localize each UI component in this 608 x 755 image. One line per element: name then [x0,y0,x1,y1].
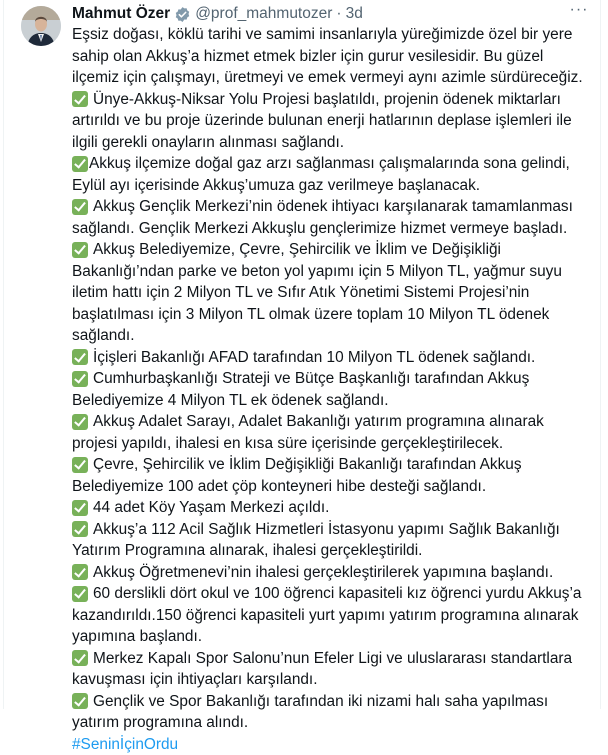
list-item-text: Ünye-Akkuş-Niksar Yolu Projesi başlatıldı, projenin ödenek miktarları [93,89,561,111]
check-mark-icon [72,521,88,537]
list-item [72,368,602,390]
list-item-text: Yatırım Programına alınarak, ihalesi gerçekleştirildi. [72,540,422,562]
list-item-text: Merkez Kapalı Spor Salonu’nun Efeler Ligi ve uluslararası standartlara [93,648,572,670]
list-item-text: iletim hattı için 2 Milyon TL ve Sıfır Atık Yönetimi Sistemi Projesi’nin [72,282,529,304]
list-item-text: Akkuş Öğretmenevi’nin ihalesi gerçekleştirilerek yapımına başlandı. [93,562,553,584]
list-item-text: yatırım programına alındı. [72,712,248,734]
list-item-text: yapımına başlandı. [72,626,202,648]
author-handle[interactable]: @prof_mahmutozer [195,5,332,23]
list-item-text: Bakanlığı’ndan parke ve beton yol yapımı için 5 Milyon TL, yağmur suyu [72,261,562,283]
check-mark-icon [72,500,88,516]
list-item [72,411,602,433]
list-item-continuation [72,390,602,412]
hashtag-line [72,734,602,755]
check-mark-icon [72,414,88,430]
check-mark-icon [72,586,88,602]
list-item-text: sağlandı. Gençlik Merkezi Akkuşlu gençlerimize hizmet vermeye başladı. [72,218,567,240]
list-item-text: kavuşması için ihtiyaçları karşılandı. [72,669,317,691]
list-item-continuation [72,132,602,154]
list-item-text: Akkuş Gençlik Merkezi’nin ödenek ihtiyacı karşılanarak tamamlanması [93,196,573,218]
check-mark-icon [72,242,88,258]
list-item-text: Cumhurbaşkanlığı Strateji ve Bütçe Başkanlığı tarafından Akkuş [93,368,529,390]
list-item-continuation [72,540,602,562]
tweet-text [72,24,602,755]
list-item-continuation [72,175,602,197]
check-mark-icon [72,650,88,666]
list-item-continuation [72,605,602,627]
list-item [72,454,602,476]
list-item [72,519,602,541]
list-item-text: 60 derslikli dört okul ve 100 öğrenci kapasiteli kız öğrenci yurdu Akkuş’a [93,583,581,605]
list-item-text: Belediyemize 100 adet çöp konteyneri hibe desteği sağlandı. [72,476,486,498]
list-item-continuation [72,626,602,648]
check-mark-icon [72,156,88,172]
list-item [72,648,602,670]
author-name[interactable]: Mahmut Özer [72,5,170,23]
list-item-text: kazandırıldı.150 öğrenci kapasiteli yurt yapımı yatırım programına alınarak [72,605,578,627]
profile-photo-icon [21,6,61,46]
list-item-text: Çevre, Şehircilik ve İklim Değişikliği Bakanlığı tarafından Akkuş [93,454,522,476]
check-mark-icon [72,564,88,580]
list-item-text: Akkuş’a 112 Acil Sağlık Hizmetleri İstasyonu yapımı Sağlık Bakanlığı [93,519,560,541]
list-item [72,153,602,175]
list-item [72,497,602,519]
list-item [72,89,602,111]
list-item-continuation [72,282,602,304]
list-item [72,239,602,261]
list-item-continuation [72,476,602,498]
verified-badge-icon [174,6,191,23]
list-item-text: artırıldı ve bu proje üzerinde bulunan enerji hatlarının deplase işlemleri ile [72,110,572,132]
list-item-continuation [72,669,602,691]
list-item-text: Akkuş Adalet Sarayı, Adalet Bakanlığı yatırım programına alınarak [93,411,544,433]
list-item-continuation [72,261,602,283]
intro-line: ilçemiz için çalışmayı, üretmeyi ve emek vermeyi aynı azimle sürdüreceğiz. [72,67,602,89]
list-item-text: sağlandı. [72,325,134,347]
list-item-text: Belediyemize 4 Milyon TL ek ödenek sağlandı. [72,390,389,412]
list-item-text: Gençlik ve Spor Bakanlığı tarafından iki nizami halı saha yapılması [93,691,548,713]
list-item-continuation [72,712,602,734]
more-options-icon[interactable]: ··· [567,2,591,22]
list-item [72,583,602,605]
tweet-header [72,4,363,24]
list-item-text: başlatılması için 3 Milyon TL olmak üzere toplam 10 Milyon TL ödenek [72,304,549,326]
list-item [72,347,602,369]
list-item-continuation [72,304,602,326]
avatar[interactable] [21,6,61,46]
check-mark-icon [72,91,88,107]
list-item-text: İçişleri Bakanlığı AFAD tarafından 10 Milyon TL ödenek sağlandı. [93,347,535,369]
list-item-continuation [72,433,602,455]
list-item [72,196,602,218]
list-item [72,562,602,584]
check-mark-icon [72,371,88,387]
list-item-continuation [72,218,602,240]
list-item-text: Eylül ayı içerisinde Akkuş’umuza gaz verilmeye başlanacak. [72,175,480,197]
list-item-text: 44 adet Köy Yaşam Merkezi açıldı. [93,497,329,519]
list-item-text: ilgili gerekli onayların alınması sağlandı. [72,132,344,154]
separator-dot: · [336,5,341,23]
check-mark-icon [72,457,88,473]
tweet-time[interactable]: 3d [346,5,363,23]
check-mark-icon [72,199,88,215]
list-item-text: Akkuş ilçemize doğal gaz arzı sağlanması çalışmalarında sona gelindi, [89,153,570,175]
list-item-continuation [72,325,602,347]
list-item-continuation [72,110,602,132]
intro-line: Eşsiz doğası, köklü tarihi ve samimi insanlarıyla yüreğimizde özel bir yere [72,24,602,46]
hashtag-link[interactable]: #SeninİçinOrdu [72,734,178,755]
check-mark-icon [72,693,88,709]
list-item-text: Akkuş Belediyemize, Çevre, Şehircilik ve İklim ve Değişikliği [93,239,501,261]
intro-line: sahip olan Akkuş’a hizmet etmek bizler için gurur vesilesidir. Bu güzel [72,46,602,68]
check-mark-icon [72,349,88,365]
list-item-text: projesi yapıldı, ihalesi en kısa süre içerisinde gerçekleştirilecek. [72,433,503,455]
